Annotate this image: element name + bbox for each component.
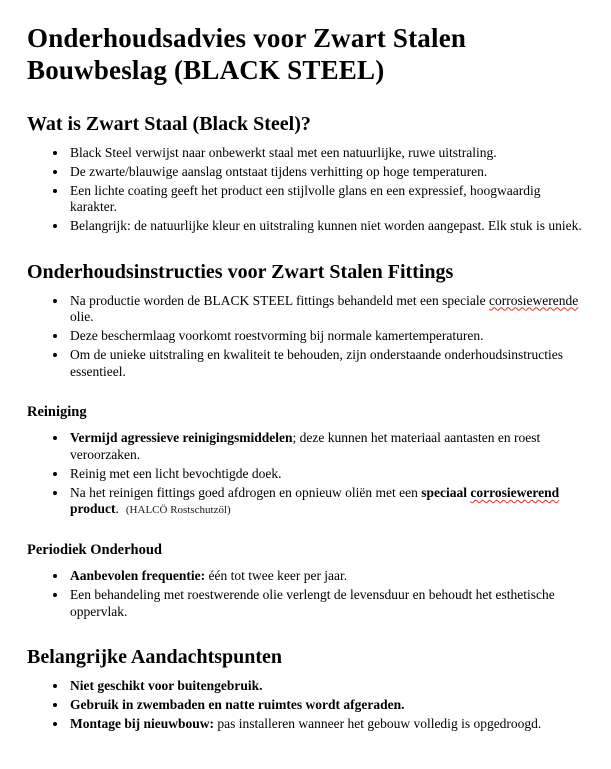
bold-text-run: speciaal — [421, 484, 471, 500]
text-run: Na productie worden de BLACK STEEL fittings behandeld met een speciale — [70, 292, 490, 308]
text-run: Deze beschermlaag voorkomt roestvorming bij normale kamertemperaturen. — [70, 328, 484, 344]
bold-text-run: Montage bij nieuwbouw: — [70, 715, 215, 731]
list-item — [68, 697, 585, 713]
list-item — [68, 587, 585, 620]
bullet-list — [27, 678, 585, 732]
text-run: Een behandeling met roestwerende olie verlengt de levensduur en behoudt het esthetische oppervlak. — [70, 587, 555, 619]
section-onderhoudsinstructies — [27, 260, 585, 380]
list-item — [68, 466, 585, 482]
list-item — [68, 164, 585, 180]
text-run: Een lichte coating geeft het product een stijlvolle glans en een expressief, hoogwaardig karakter. — [70, 182, 541, 215]
document-title: Onderhoudsadvies voor Zwart Stalen Bouwbeslag (BLACK STEEL) — [27, 23, 467, 86]
section-heading: Onderhoudsinstructies voor Zwart Stalen Fittings — [27, 260, 454, 283]
bullet-list — [27, 293, 585, 380]
text-run: olie. — [70, 309, 94, 325]
text-run: ; deze kunnen het materiaal aantasten en roest veroorzaken. — [70, 430, 541, 462]
bullet-list — [27, 145, 585, 235]
section-wat-is-zwart-staal — [27, 112, 585, 235]
section-heading: Wat is Zwart Staal (Black Steel)? — [27, 112, 311, 135]
bullet-list — [27, 568, 585, 620]
text-run: Belangrijk: de natuurlijke kleur en uitstraling kunnen niet worden aangepast. Elk stuk is uniek. — [70, 218, 582, 234]
section-reiniging — [27, 404, 585, 518]
list-item — [68, 430, 585, 463]
text-run: Na het reinigen fittings goed afdrogen en opnieuw oliën met een — [70, 484, 422, 500]
bullet-list — [27, 430, 585, 517]
text-run: . — [115, 501, 119, 517]
list-item — [68, 183, 585, 216]
bold-text-run: Niet geschikt voor buitengebruik. — [70, 678, 263, 693]
text-run: Om de unieke uitstraling en kwaliteit te behouden, zijn onderstaande onderhoudsinstructies essentieel. — [70, 347, 563, 379]
text-run: pas installeren wanneer het gebouw volledig is opgedroogd. — [214, 715, 542, 731]
list-item — [68, 347, 585, 380]
list-item — [68, 328, 585, 344]
list-item — [68, 716, 585, 732]
bold-text-run: Aanbevolen frequentie: — [70, 568, 206, 584]
list-item — [68, 678, 585, 694]
list-item — [68, 568, 585, 584]
list-item — [68, 145, 585, 161]
text-run: Black Steel verwijst naar onbewerkt staal met een natuurlijke, ruwe uitstraling. — [70, 144, 497, 160]
list-item — [68, 218, 585, 234]
section-belangrijke-aandachtspunten — [27, 645, 585, 732]
product-note-text: (HALCÖ Rostschutzöl) — [125, 504, 231, 517]
section-periodiek-onderhoud — [27, 542, 585, 620]
bold-text-run: Gebruik in zwembaden en natte ruimtes wordt afgeraden. — [70, 696, 405, 712]
section-heading: Belangrijke Aandachtspunten — [27, 646, 283, 668]
subsection-heading: Periodiek Onderhoud — [27, 541, 162, 558]
list-item — [68, 485, 585, 518]
spellchecked-word: corrosiewerend — [470, 484, 560, 500]
text-run: één tot twee keer per jaar. — [205, 568, 348, 584]
bold-text-run: product — [70, 501, 116, 517]
spellchecked-word: corrosiewerende — [489, 292, 579, 308]
text-run: De zwarte/blauwige aanslag ontstaat tijdens verhitting op hoge temperaturen. — [70, 163, 488, 179]
text-run: Reinig met een licht bevochtigde doek. — [70, 465, 282, 481]
subsection-heading: Reiniging — [27, 403, 87, 420]
bold-text-run: Vermijd agressieve reinigingsmiddelen — [70, 430, 293, 446]
list-item — [68, 293, 585, 326]
